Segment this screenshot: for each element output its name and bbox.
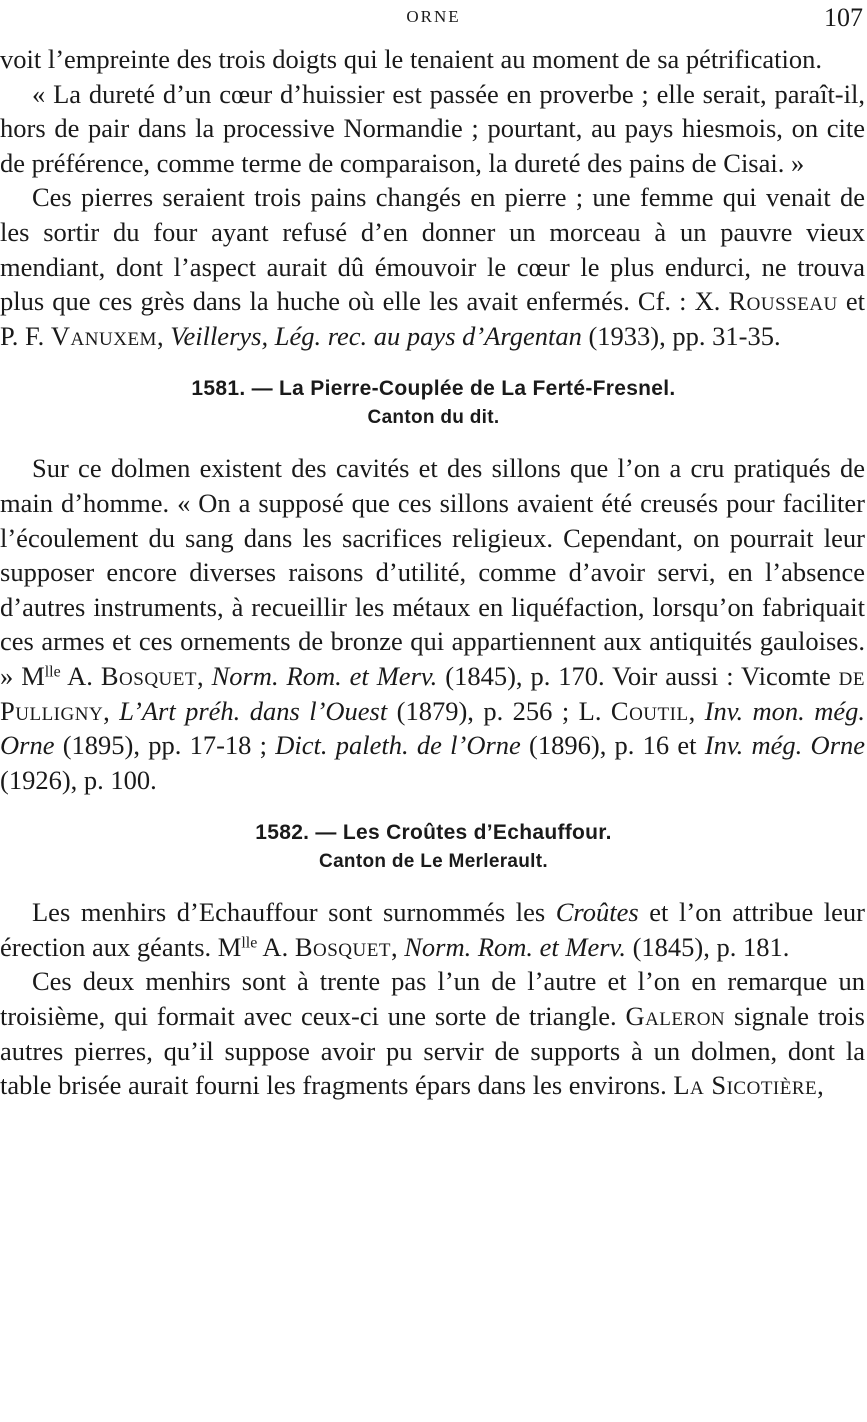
- text-run: (1845), p. 170. Voir aussi : Vicomte: [437, 660, 839, 691]
- page-body: [0, 42, 867, 1103]
- work-title: Dict. paleth. de l’Orne: [275, 730, 521, 761]
- text-run: A.: [60, 660, 101, 691]
- entry-1581-title: 1581. — La Pierre-Couplée de La Ferté-Fresnel.: [191, 377, 676, 401]
- entry-1582-title: 1582. — Les Croûtes d’Echauffour.: [255, 821, 612, 845]
- author-name: La Sicotière: [673, 1070, 818, 1101]
- paragraph-legend: [0, 180, 867, 353]
- work-title: Norm. Rom. et Merv.: [211, 660, 438, 691]
- author-name: de Pulligny: [0, 660, 865, 726]
- author-name: Bosquet: [100, 660, 197, 691]
- text-run: (1896), p. 16 et: [520, 730, 705, 761]
- text-run: ,: [103, 695, 120, 726]
- work-title: Inv. még. Orne: [704, 730, 866, 761]
- text-run: Les menhirs d’Echauffour sont surnommés les: [32, 897, 556, 928]
- text-run: ,: [688, 695, 705, 726]
- text-run: Ces pierres seraient trois pains changés en pierre ; une femme qui venait de les sortir du four ayant refusé d’en donner un morceau à un pauvre vieux mendiant, dont l’aspect aurait dû émouvoir le cœur le plus endurci, ne trouva plus que ces grès dans la huche où elle les avait enfermés. Cf. : X.: [0, 182, 865, 317]
- text-run: A.: [257, 931, 295, 962]
- text-run: ,: [390, 931, 405, 962]
- text-run: (1926), p. 100.: [0, 764, 157, 795]
- text-run: et l’on attribue leur érection aux géants. M: [0, 897, 866, 962]
- work-title: Veillerys, Lég. rec. au pays d’Argentan: [170, 320, 582, 351]
- text-run: (1879), p. 256 ; L.: [387, 695, 611, 726]
- author-name: Galeron: [625, 1001, 726, 1032]
- text-run: ,: [817, 1070, 824, 1101]
- superscript: lle: [241, 934, 258, 952]
- superscript: lle: [44, 663, 61, 681]
- work-title: Croûtes: [555, 897, 639, 928]
- paragraph-quote: « La dureté d’un cœur d’huissier est passée en proverbe ; elle serait, paraît-il, hors de pair dans la processive Normandie ; pourtant, au pays hiesmois, on cite de préférence, comme terme de comparaison, la dureté des pains de Cisai. »: [0, 78, 865, 178]
- author-name: Coutil: [610, 695, 689, 726]
- entry-1581-canton: Canton du dit.: [367, 407, 500, 429]
- text-run: signale trois autres pierres, qu’il suppose avoir pu servir de supports à un dolmen, dont la table brisée aurait fourni les fragments épars dans les environs.: [0, 1001, 865, 1101]
- text-run: (1845), p. 181.: [625, 931, 790, 962]
- running-title: ORNE: [406, 7, 461, 26]
- entry-1581-paragraph: [0, 451, 867, 797]
- text-run: (1933), pp. 31-35.: [581, 320, 781, 351]
- entry-1582-paragraph-1: [0, 895, 867, 964]
- author-name: Bosquet: [294, 931, 391, 962]
- text-run: ,: [196, 660, 212, 691]
- text-run: et P. F.: [0, 286, 865, 351]
- work-title: L’Art préh. dans l’Ouest: [119, 695, 388, 726]
- paragraph-continuation: voit l’empreinte des trois doigts qui le tenaient au moment de sa pétrification.: [0, 44, 823, 74]
- page-header: [0, 4, 867, 32]
- work-title: Norm. Rom. et Merv.: [404, 931, 626, 962]
- entry-1582-paragraph-2: [0, 964, 867, 1102]
- text-run: Ces deux menhirs sont à trente pas l’un de l’autre et l’on en remarque un troisième, qui formait avec ceux-ci une sorte de triangle.: [0, 966, 865, 1032]
- text-run: (1895), pp. 17-18 ;: [54, 730, 276, 761]
- work-title: Inv. mon. még. Orne: [0, 695, 866, 761]
- page-number: 107: [824, 3, 863, 32]
- author-name: Vanuxem: [50, 320, 157, 351]
- text-run: Sur ce dolmen existent des cavités et des sillons que l’on a cru pratiqués de main d’homme. « On a supposé que ces sillons avaient été creusés pour faciliter l’écoulement du sang dans les sacrifices religieux. Cependant, on pourrait leur supposer encore diverses raisons d’utilité, comme d’avoir servi, en l’absence d’autres instruments, à recueillir les métaux en liquéfaction, lorsqu’on fabriquait ces armes et ces ornements de bronze qui appartiennent aux antiquités gauloises. » M: [0, 453, 865, 691]
- author-name: Rousseau: [728, 286, 838, 317]
- text-run: ,: [156, 320, 171, 351]
- entry-1582-canton: Canton de Le Merlerault.: [319, 851, 548, 873]
